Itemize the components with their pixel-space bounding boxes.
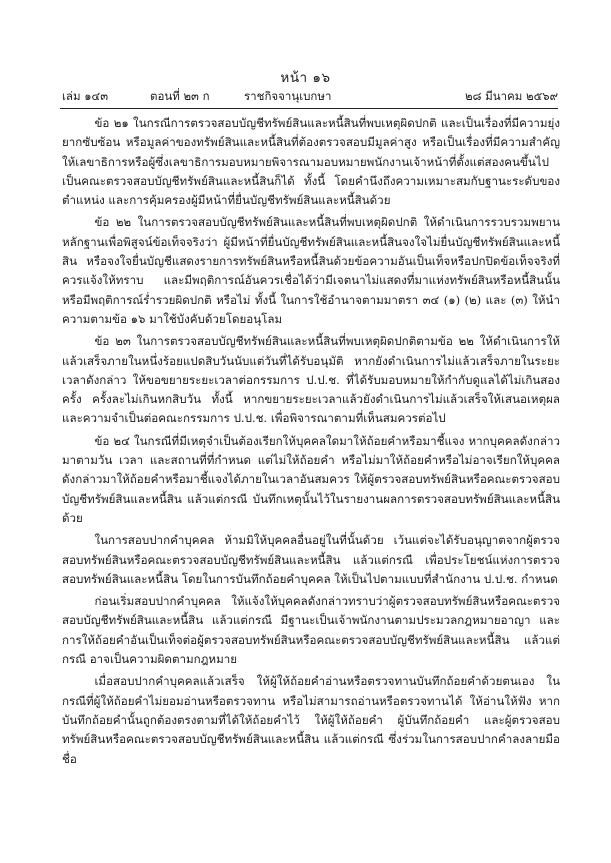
paragraph-interview-notice: ก่อนเริ่มสอบปากคำบุคคล ให้แจ้งให้บุคคลดังกล่าวทราบว่าผู้ตรวจสอบทรัพย์สินหรือคณะตรวจสอบบัญชีทรัพย์สินและหนี้สิน แล้วแต่กรณี มีฐานะเป็นเจ้าพนักงานตามประมวลกฎหมายอาญา และการให้ถ้อยคำอันเป็นเท็จต่อผู้ตรวจสอบทรัพย์สินหรือคณะตรวจสอบบัญชีทรัพย์สินและหนี้สิน แล้วแต่กรณี อาจเป็นความผิดตามกฎหมาย	[62, 594, 560, 667]
header-date: ๒๘ มีนาคม ๒๕๖๙	[465, 89, 558, 103]
page-number: หน้า ๑๖	[280, 70, 331, 86]
paragraph-clause-22: ข้อ ๒๒ ในการตรวจสอบบัญชีทรัพย์สินและหนี้สินที่พบเหตุผิดปกติ ให้ดำเนินการรวบรวมพยานหลักฐานเพื่อพิสูจน์ข้อเท็จจริงว่า ผู้มีหน้าที่ยื่นบัญชีทรัพย์สินและหนี้สินจงใจไม่ยื่นบัญชีทรัพย์สินและหนี้สิน หรือจงใจยื่นบัญชีแสดงรายการทรัพย์สินหรือหนี้สินด้วยข้อความอันเป็นเท็จหรือปกปิดข้อเท็จจริงที่ควรแจ้งให้ทราบ และมีพฤติการณ์อันควรเชื่อได้ว่ามีเจตนาไม่แสดงที่มาแห่งทรัพย์สินหรือหนี้สินนั้น หรือมีพฤติการณ์ร่ำรวยผิดปกติ หรือไม่ ทั้งนี้ ในการใช้อำนาจตามมาตรา ๓๔ (๑) (๒) และ (๓) ให้นำความตามข้อ ๑๖ มาใช้บังคับด้วยโดยอนุโลม	[62, 215, 560, 326]
header-journal-title: ราชกิจจานุเบกษา	[244, 89, 332, 103]
paragraph-interview-privacy: ในการสอบปากคำบุคคล ห้ามมิให้บุคคลอื่นอยู่ในที่นั้นด้วย เว้นแต่จะได้รับอนุญาตจากผู้ตรวจสอบทรัพย์สินหรือคณะตรวจสอบบัญชีทรัพย์สินและหนี้สิน แล้วแต่กรณี เพื่อประโยชน์แห่งการตรวจสอบทรัพย์สินและหนี้สิน โดยในการบันทึกถ้อยคำบุคคล ให้เป็นไปตามแบบที่สำนักงาน ป.ป.ช. กำหนด	[62, 533, 560, 586]
header-section: ตอนที่ ๒๓ ก	[150, 89, 210, 103]
header-divider	[60, 108, 558, 109]
paragraph-clause-24: ข้อ ๒๔ ในกรณีที่มีเหตุจำเป็นต้องเรียกให้บุคคลใดมาให้ถ้อยคำหรือมาชี้แจง หากบุคคลดังกล่าวมาตามวัน เวลา และสถานที่ที่กำหนด แต่ไม่ให้ถ้อยคำ หรือไม่มาให้ถ้อยคำหรือไม่อาจเรียกให้บุคคลดังกล่าวมาให้ถ้อยคำหรือมาชี้แจงได้ภายในเวลาอันสมควร ให้ผู้ตรวจสอบทรัพย์สินหรือคณะตรวจสอบบัญชีทรัพย์สินและหนี้สิน แล้วแต่กรณี บันทึกเหตุนั้นไว้ในรายงานผลการตรวจสอบทรัพย์สินและหนี้สินด้วย	[62, 433, 560, 525]
gazette-header	[62, 88, 558, 106]
paragraph-clause-23: ข้อ ๒๓ ในการตรวจสอบบัญชีทรัพย์สินและหนี้สินที่พบเหตุผิดปกติตามข้อ ๒๒ ให้ดำเนินการให้แล้วเสร็จภายในหนึ่งร้อยแปดสิบวันนับแต่วันที่ได้รับอนุมัติ หากยังดำเนินการไม่แล้วเสร็จภายในระยะเวลาดังกล่าว ให้ขอขยายระยะเวลาต่อกรรมการ ป.ป.ช. ที่ได้รับมอบหมายให้กำกับดูแลได้ไม่เกินสองครั้ง ครั้งละไม่เกินหกสิบวัน ทั้งนี้ หากขยายระยะเวลาแล้วยังดำเนินการไม่แล้วเสร็จให้เสนอเหตุผลและความจำเป็นต่อคณะกรรมการ ป.ป.ช. เพื่อพิจารณาตามที่เห็นสมควรต่อไป	[62, 334, 560, 426]
header-volume: เล่ม ๑๔๓	[62, 89, 109, 103]
paragraph-clause-21: ข้อ ๒๑ ในกรณีการตรวจสอบบัญชีทรัพย์สินและหนี้สินที่พบเหตุผิดปกติ และเป็นเรื่องที่มีความยุ่งยากซับซ้อน หรือมูลค่าของทรัพย์สินและหนี้สินที่ต้องตรวจสอบมีมูลค่าสูง หรือเป็นเรื่องที่มีความสำคัญ ให้เลขาธิการหรือผู้ซึ่งเลขาธิการมอบหมายพิจารณามอบหมายพนักงานเจ้าหน้าที่ตั้งแต่สองคนขึ้นไป เป็นคณะตรวจสอบบัญชีทรัพย์สินและหนี้สินก็ได้ ทั้งนี้ โดยคำนึงถึงความเหมาะสมกับฐานะระดับของตำแหน่ง และการคุ้มครองผู้มีหน้าที่ยื่นบัญชีทรัพย์สินและหนี้สินด้วย	[62, 116, 560, 208]
document-body	[62, 114, 560, 769]
paragraph-interview-signing: เมื่อสอบปากคำบุคคลแล้วเสร็จ ให้ผู้ให้ถ้อยคำอ่านหรือตรวจทานบันทึกถ้อยคำด้วยตนเอง ในกรณีที่ผู้ให้ถ้อยคำไม่ยอมอ่านหรือตรวจทาน หรือไม่สามารถอ่านหรือตรวจทานได้ ให้อ่านให้ฟัง หากบันทึกถ้อยคำนั้นถูกต้องตรงตามที่ได้ให้ถ้อยคำไว้ ให้ผู้ให้ถ้อยคำ ผู้บันทึกถ้อยคำ และผู้ตรวจสอบทรัพย์สินหรือคณะตรวจสอบบัญชีทรัพย์สินและหนี้สิน แล้วแต่กรณี ซึ่งร่วมในการสอบปากคำลงลายมือชื่อ	[62, 674, 560, 766]
